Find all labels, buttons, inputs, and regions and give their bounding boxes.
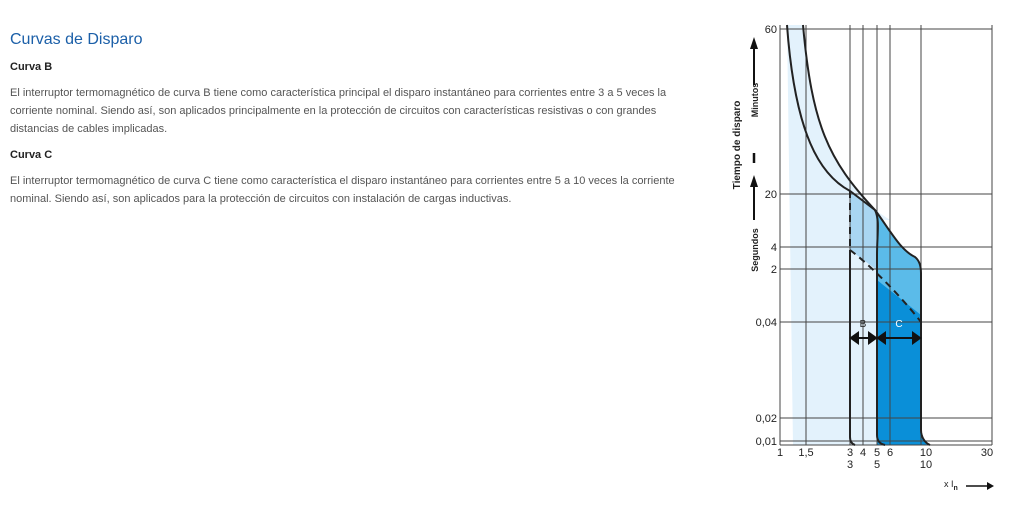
curve-b-heading: Curva B xyxy=(10,61,53,73)
y-tick-20: 20 xyxy=(764,189,777,201)
x-tick-10: 10 xyxy=(919,447,933,459)
minutes-arrow-head xyxy=(750,37,758,49)
x-axis-arrow-head xyxy=(987,482,994,490)
x-axis-label xyxy=(944,479,958,492)
y-unit-minutes: Minutos xyxy=(750,82,760,118)
y-tick-004: 0,04 xyxy=(755,317,777,329)
section-title: Curvas de Disparo xyxy=(10,31,143,48)
region-b-label: B xyxy=(859,319,867,330)
y-unit-seconds: Segundos xyxy=(750,228,760,272)
x-tick-4: 4 xyxy=(859,447,867,459)
x-tick-bottom-5: 5 xyxy=(873,459,881,471)
y-tick-002: 0,02 xyxy=(755,413,777,425)
x-tick-3: 3 xyxy=(846,447,854,459)
x-tick-labels xyxy=(777,447,993,471)
x-tick-1-5: 1,5 xyxy=(798,447,814,459)
text-column xyxy=(10,28,700,218)
y-tick-60: 60 xyxy=(764,24,777,36)
x-tick-5: 5 xyxy=(873,447,881,459)
y-tick-001: 0,01 xyxy=(755,436,777,448)
trip-curve-chart xyxy=(720,15,1010,495)
region-c-label: C xyxy=(895,319,903,330)
curve-c-description: El interruptor termomagnético de curva C tiene como característica el disparo instantáneo para corrientes entre 5 a 10 veces la corriente nominal. Siendo así, son aplicados para la protección de circuitos con instalación de cargas inductivas. xyxy=(10,175,675,205)
x-axis-label-main: x I xyxy=(944,479,954,489)
y-axis-label: Tiempo de disparo xyxy=(732,100,743,190)
trip-curve-svg xyxy=(720,15,1010,495)
x-tick-30: 30 xyxy=(980,447,994,459)
curve-c-heading: Curva C xyxy=(10,149,53,161)
x-tick-6: 6 xyxy=(886,447,894,459)
x-axis-label-sub: n xyxy=(953,485,958,492)
x-tick-bottom-3: 3 xyxy=(846,459,854,471)
x-tick-bottom-10: 10 xyxy=(919,459,933,471)
seconds-arrow-head xyxy=(750,175,758,187)
y-tick-2: 2 xyxy=(770,264,777,276)
x-tick-1: 1 xyxy=(776,447,784,459)
y-tick-4: 4 xyxy=(770,242,777,254)
c-region xyxy=(877,280,930,445)
curve-b-description: El interruptor termomagnético de curva B tiene como característica principal el disparo instantáneo para corrientes entre 3 a 5 veces la corriente nominal. Siendo así, son aplicados principalmente en la protección de circuitos con características resistivas o con grandes distancias de cables implicadas. xyxy=(10,87,667,135)
